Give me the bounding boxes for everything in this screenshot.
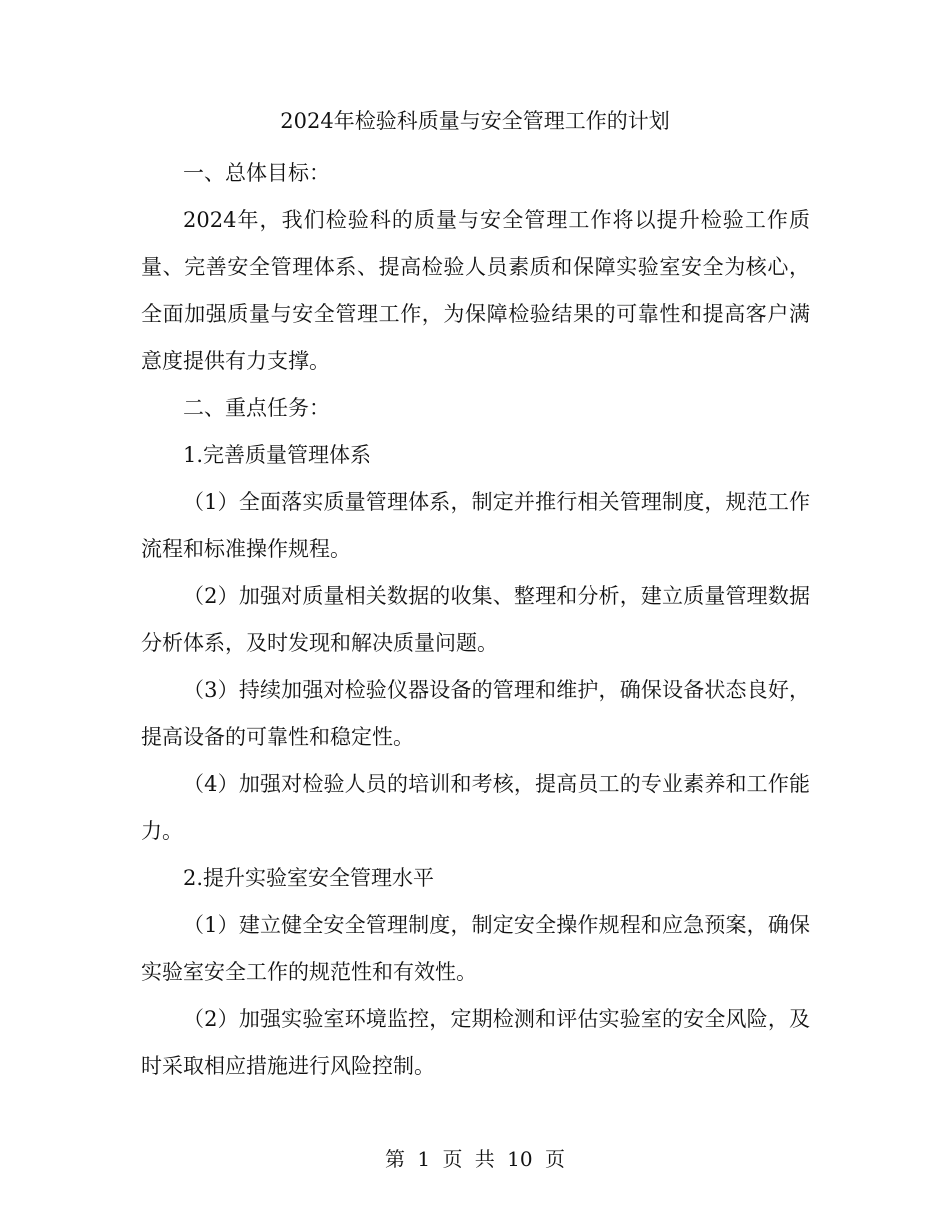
quality-item-1: （1）全面落实质量管理体系，制定并推行相关管理制度，规范工作流程和标准操作规程。 xyxy=(141,490,810,561)
quality-item-2: （2）加强对质量相关数据的收集、整理和分析，建立质量管理数据分析体系，及时发现和解决质量问题。 xyxy=(141,584,810,655)
safety-item-1: （1）建立健全安全管理制度，制定安全操作规程和应急预案，确保实验室安全工作的规范性和有效性。 xyxy=(141,913,810,984)
quality-item-4: （4）加强对检验人员的培训和考核，提高员工的专业素养和工作能力。 xyxy=(141,772,810,843)
overall-goal-paragraph: 2024年，我们检验科的质量与安全管理工作将以提升检验工作质量、完善安全管理体系、提高检验人员素质和保障实验室安全为核心，全面加强质量与安全管理工作，为保障检验结果的可靠性和提高客户满意度提供有力支撑。 xyxy=(141,208,810,373)
subheading-lab-safety: 2.提升实验室安全管理水平 xyxy=(183,866,435,890)
section-heading-key-tasks: 二、重点任务： xyxy=(183,396,330,420)
subheading-quality-system: 1.完善质量管理体系 xyxy=(183,443,372,467)
page-number-footer: 第 1 页 共 10 页 xyxy=(385,1147,565,1171)
document-title: 2024年检验科质量与安全管理工作的计划 xyxy=(280,109,670,133)
document-body xyxy=(141,150,810,1090)
quality-item-3: （3）持续加强对检验仪器设备的管理和维护，确保设备状态良好，提高设备的可靠性和稳定性。 xyxy=(141,678,810,749)
section-heading-overall-goal: 一、总体目标： xyxy=(183,161,330,185)
safety-item-2: （2）加强实验室环境监控，定期检测和评估实验室的安全风险，及时采取相应措施进行风险控制。 xyxy=(141,1007,810,1078)
